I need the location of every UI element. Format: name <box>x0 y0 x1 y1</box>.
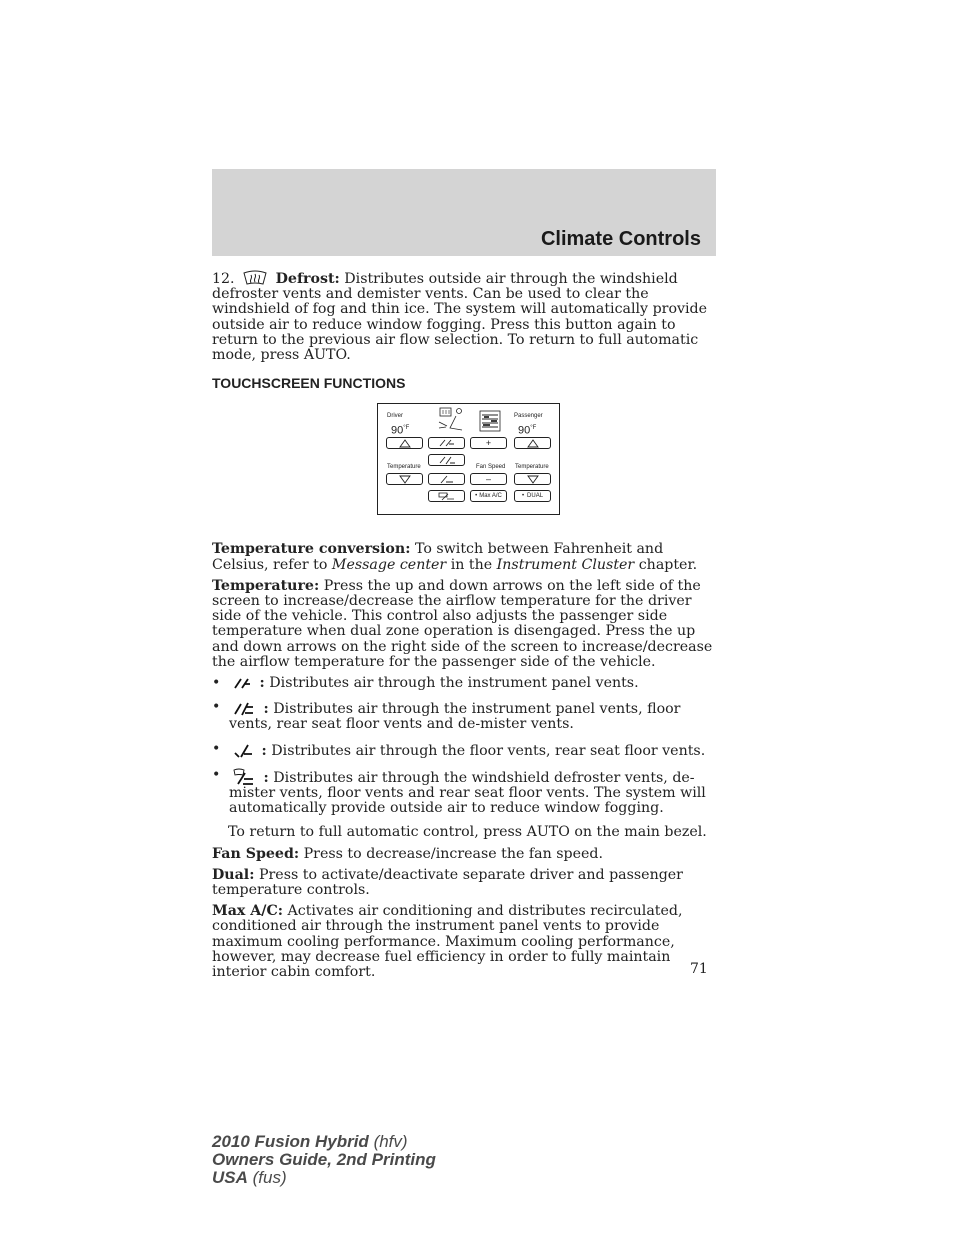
mode-panel-floor-button[interactable] <box>428 454 465 466</box>
fan-speed-down-button[interactable]: – <box>470 473 507 485</box>
indicator-dot-icon: • <box>521 492 525 499</box>
defrost-label: Defrost: <box>275 271 340 287</box>
list-item: • : Distributes air through the windshield defroster vents, de-mister vents, floor vents and rear seat floor vents. The system will automatically provide outside air to reduce window fogging. <box>212 766 706 817</box>
mode-defrost-floor-button[interactable] <box>428 490 465 502</box>
temp-conversion-label: Temperature conversion: <box>212 541 411 558</box>
arrow-down-icon <box>399 475 411 484</box>
list-item: • : Distributes air through the instrument panel vents, floor vents, rear seat floor vents and de-mister vents. <box>212 699 681 733</box>
page-content <box>212 270 716 986</box>
fan-speed-label: Fan Speed <box>476 464 506 471</box>
panel-floor-vent-icon <box>437 455 457 465</box>
touchscreen-figure <box>377 403 560 515</box>
message-center-ref: Message center <box>331 556 447 573</box>
max-ac-paragraph: Max A/C: Activates air conditioning and distributes recirculated, conditioned air through the instrument panel vents to provide maximum cooling performance. Maximum cooling performance, however, may decrease fuel efficiency in order to fully maintain interior cabin comfort. <box>212 903 683 981</box>
footer <box>212 1133 436 1187</box>
header-band <box>212 169 716 256</box>
arrow-up-icon <box>399 439 411 448</box>
floor-vent-icon <box>437 474 457 484</box>
panel-floor-vent-icon <box>232 700 256 716</box>
section-heading: TOUCHSCREEN FUNCTIONS <box>212 375 406 392</box>
page-number: 71 <box>690 961 708 977</box>
fan-speed-up-button[interactable]: + <box>470 437 507 449</box>
passenger-temp-up-button[interactable] <box>514 437 551 449</box>
temperature-label: Temperature: <box>212 577 320 594</box>
dual-paragraph: Dual: Press to activate/deactivate separate driver and passenger temperature controls. <box>212 866 683 899</box>
footer-line-1: 2010 Fusion Hybrid (hfv) <box>212 1132 408 1151</box>
recirculation-icon <box>479 410 501 432</box>
temp-conversion-paragraph: Temperature conversion: To switch between Fahrenheit and Celsius, refer to Message center in the Instrument Cluster chapter. <box>212 541 698 573</box>
temperature-label-left: Temperature <box>387 464 421 471</box>
defrost-floor-vent-icon <box>232 768 256 785</box>
page-title: Climate Controls <box>540 228 701 250</box>
defrost-paragraph <box>212 270 716 363</box>
defrost-text: Distributes outside air through the windshield defroster vents and demister vents. Can be used to clear the windshield of fog and thin ice. The system will automatically provide outside air to reduce window fogging. Press this button again to return to the previous air flow selection. To return to full automatic mode, press AUTO. <box>212 271 708 364</box>
dual-label: Dual: <box>212 866 255 883</box>
list-item: • : Distributes air through the floor vents, rear seat floor vents. <box>212 740 706 759</box>
windshield-defrost-icon <box>242 270 268 286</box>
dual-button[interactable]: • DUAL <box>514 490 551 502</box>
temperature-label-right: Temperature <box>515 464 549 471</box>
indicator-dot-icon: • <box>475 492 478 499</box>
instrument-cluster-ref: Instrument Cluster <box>496 556 635 573</box>
mode-floor-button[interactable] <box>428 473 465 485</box>
driver-temp-up-button[interactable] <box>386 437 423 449</box>
temperature-paragraph: Temperature: Press the up and down arrows on the left side of the screen to increase/decrease the airflow temperature for the driver side of the vehicle. This control also adjusts the passenger side temperature when dual zone operation is disengaged. Press the up and down arrows on the right side of the screen to increase/decrease the airflow temperature for the passenger side of the vehicle. <box>212 577 713 670</box>
arrow-down-icon <box>527 475 539 484</box>
footer-line-2: Owners Guide, 2nd Printing <box>212 1150 436 1169</box>
max-ac-label: Max A/C: <box>212 903 284 920</box>
max-ac-button[interactable]: • Max A/C <box>470 490 507 502</box>
airflow-mode-list <box>212 676 716 816</box>
mode-panel-vent-button[interactable] <box>428 437 465 449</box>
fan-speed-label: Fan Speed: <box>212 845 300 862</box>
floor-vent-icon <box>232 742 254 758</box>
return-note: To return to full automatic control, press AUTO on the main bezel. <box>228 824 707 841</box>
item-number: 12. <box>212 271 235 287</box>
airflow-seat-icon <box>436 406 476 436</box>
arrow-up-icon <box>527 439 539 448</box>
passenger-temp-down-button[interactable] <box>514 473 551 485</box>
footer-line-3: USA (fus) <box>212 1168 287 1187</box>
passenger-label: Passenger <box>514 413 543 420</box>
driver-temp: $90^{^\circ F}$ <box>391 425 410 438</box>
defrost-floor-vent-icon <box>437 491 457 501</box>
driver-temp-down-button[interactable] <box>386 473 423 485</box>
passenger-temp: $90^{^\circ F}$ <box>518 425 537 438</box>
driver-label: Driver <box>387 413 403 420</box>
fan-speed-paragraph: Fan Speed: Press to decrease/increase the fan speed. <box>212 845 603 862</box>
panel-vent-icon <box>232 676 252 690</box>
panel-vent-icon <box>437 438 457 448</box>
list-item: • : Distributes air through the instrument panel vents. <box>212 675 639 692</box>
